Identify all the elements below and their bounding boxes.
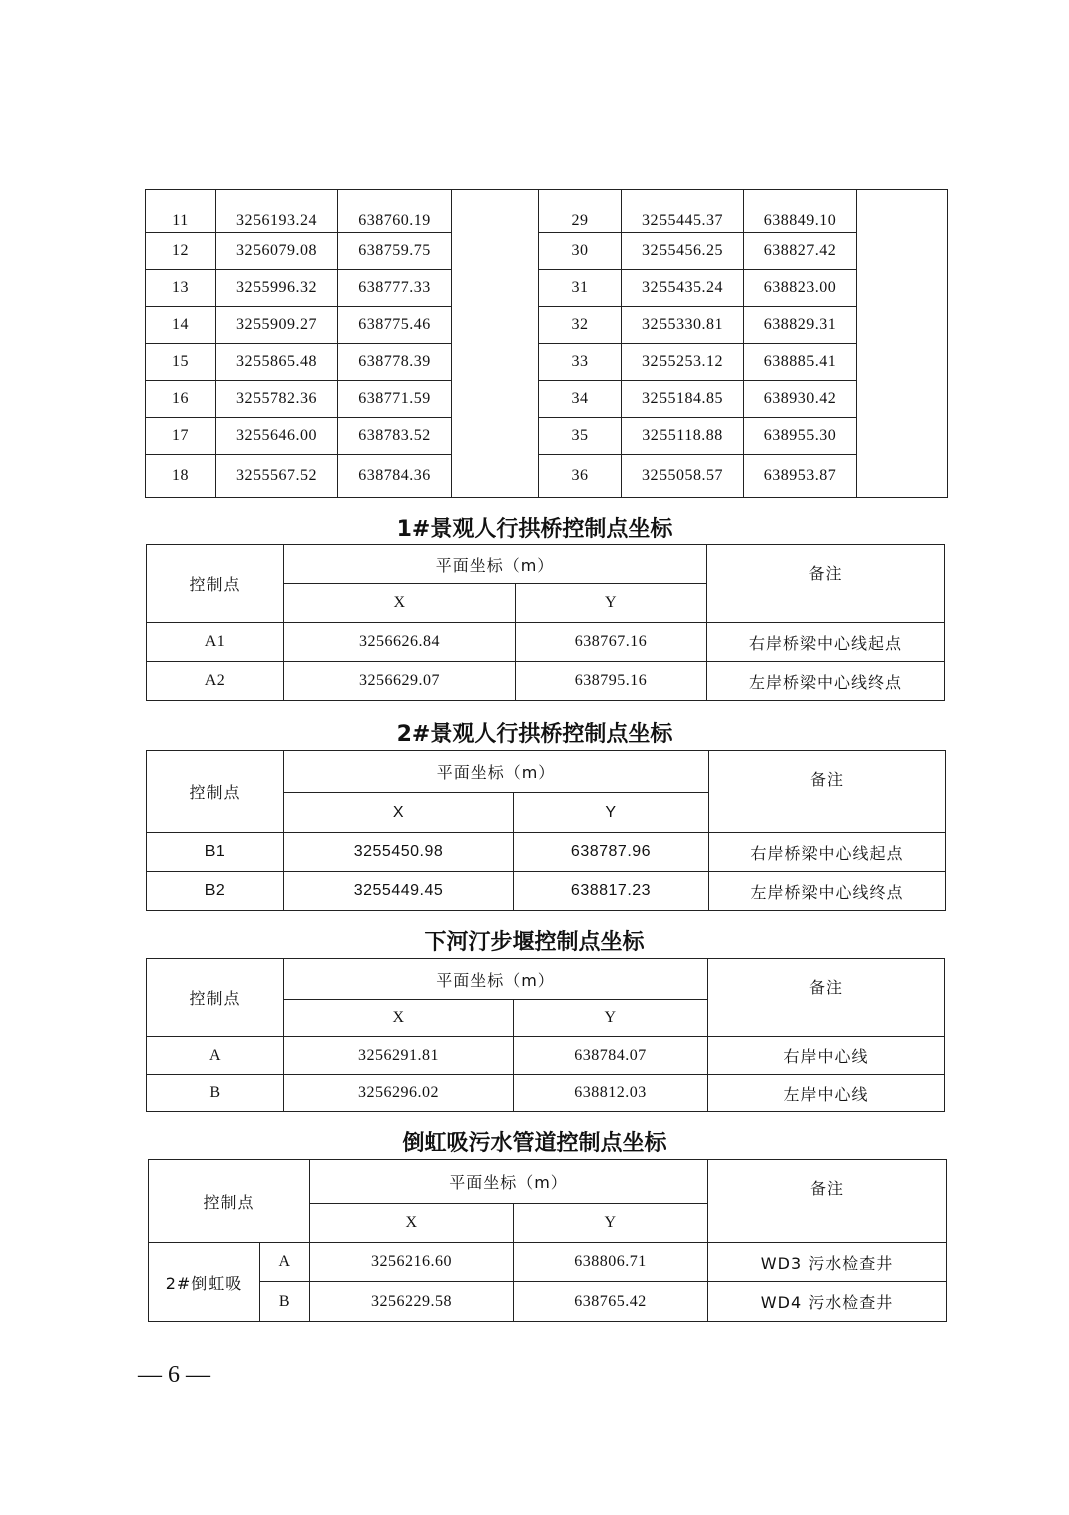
y-cell: 638885.41 <box>744 344 857 381</box>
y-cell: 638783.52 <box>338 418 452 455</box>
y-cell: 638930.42 <box>744 381 857 418</box>
point-cell: 31 <box>539 270 622 307</box>
point-cell: B <box>260 1282 310 1322</box>
x-cell: 3255865.48 <box>216 344 338 381</box>
y-cell: 638849.10 <box>744 190 857 233</box>
empty-cell <box>857 190 948 498</box>
table-row <box>147 662 945 701</box>
x-cell: 3255449.45 <box>284 872 514 911</box>
point-cell: 18 <box>146 455 216 498</box>
x-cell: 3255445.37 <box>622 190 744 233</box>
point-cell: 14 <box>146 307 216 344</box>
bridge2-table <box>146 750 946 911</box>
y-cell: 638759.75 <box>338 233 452 270</box>
table-row <box>149 1243 947 1282</box>
y-cell: 638767.16 <box>516 623 707 662</box>
x-cell: 3256216.60 <box>310 1243 514 1282</box>
y-cell: 638795.16 <box>516 662 707 701</box>
section-title-weir: 下河汀步堰控制点坐标 <box>424 930 645 955</box>
x-cell: 3255435.24 <box>622 270 744 307</box>
y-cell: 638784.36 <box>338 455 452 498</box>
plane-coords-header: 平面坐标（m） <box>284 959 708 1000</box>
plane-coords-header: 平面坐标（m） <box>284 751 709 793</box>
point-cell: 36 <box>539 455 622 498</box>
note-cell: 左岸桥梁中心线终点 <box>707 662 945 701</box>
table-row <box>147 623 945 662</box>
y-cell: 638817.23 <box>514 872 709 911</box>
note-cell: WD4 污水检查井 <box>708 1282 947 1322</box>
point-cell: 32 <box>539 307 622 344</box>
note-cell: 右岸桥梁中心线起点 <box>707 623 945 662</box>
x-cell: 3256296.02 <box>284 1075 514 1112</box>
x-cell: 3255646.00 <box>216 418 338 455</box>
table-row <box>146 270 948 307</box>
coordinate-table-continued <box>145 189 948 498</box>
note-cell: WD3 污水检查井 <box>708 1243 947 1282</box>
siphon-table <box>148 1159 947 1322</box>
point-cell: 30 <box>539 233 622 270</box>
point-cell: 13 <box>146 270 216 307</box>
y-cell: 638812.03 <box>514 1075 708 1112</box>
remark-header: 备注 <box>708 1160 947 1243</box>
table-row <box>146 418 948 455</box>
point-cell: A2 <box>147 662 284 701</box>
x-header: X <box>284 793 514 833</box>
control-point-header: 控制点 <box>147 545 284 623</box>
point-cell: 12 <box>146 233 216 270</box>
table-row <box>146 455 948 498</box>
y-header: Y <box>514 793 709 833</box>
x-cell: 3256291.81 <box>284 1037 514 1075</box>
y-header: Y <box>516 584 707 623</box>
x-header: X <box>284 1000 514 1037</box>
x-cell: 3255782.36 <box>216 381 338 418</box>
point-cell: 33 <box>539 344 622 381</box>
control-point-header: 控制点 <box>147 959 284 1037</box>
y-cell: 638771.59 <box>338 381 452 418</box>
bridge1-table <box>146 544 945 701</box>
y-cell: 638765.42 <box>514 1282 708 1322</box>
remark-header: 备注 <box>709 751 946 833</box>
y-cell: 638806.71 <box>514 1243 708 1282</box>
note-cell: 右岸中心线 <box>708 1037 945 1075</box>
point-cell: B1 <box>147 833 284 872</box>
x-header: X <box>284 584 516 623</box>
point-cell: A <box>260 1243 310 1282</box>
y-header: Y <box>514 1204 708 1243</box>
control-point-header: 控制点 <box>149 1160 310 1243</box>
x-cell: 3255450.98 <box>284 833 514 872</box>
table-row <box>149 1282 947 1322</box>
siphon-group-cell: 2#倒虹吸 <box>149 1243 260 1322</box>
table-row <box>146 190 948 233</box>
x-cell: 3255253.12 <box>622 344 744 381</box>
table-row <box>147 833 946 872</box>
y-cell: 638829.31 <box>744 307 857 344</box>
point-cell: 16 <box>146 381 216 418</box>
remark-header: 备注 <box>707 545 945 623</box>
x-cell: 3255184.85 <box>622 381 744 418</box>
table-row <box>147 872 946 911</box>
note-cell: 左岸桥梁中心线终点 <box>709 872 946 911</box>
weir-table <box>146 958 945 1112</box>
plane-coords-header: 平面坐标（m） <box>284 545 707 584</box>
y-cell: 638778.39 <box>338 344 452 381</box>
point-cell: A1 <box>147 623 284 662</box>
x-cell: 3255567.52 <box>216 455 338 498</box>
point-cell: 29 <box>539 190 622 233</box>
section-title-bridge2: 2#景观人行拱桥控制点坐标 <box>396 722 673 747</box>
x-cell: 3256229.58 <box>310 1282 514 1322</box>
table-row <box>146 307 948 344</box>
table-row <box>146 381 948 418</box>
table-row <box>146 344 948 381</box>
y-cell: 638823.00 <box>744 270 857 307</box>
x-cell: 3256193.24 <box>216 190 338 233</box>
section-title-siphon: 倒虹吸污水管道控制点坐标 <box>402 1131 667 1156</box>
y-cell: 638777.33 <box>338 270 452 307</box>
y-header: Y <box>514 1000 708 1037</box>
point-cell: 11 <box>146 190 216 233</box>
point-cell: 17 <box>146 418 216 455</box>
x-cell: 3255058.57 <box>622 455 744 498</box>
y-cell: 638784.07 <box>514 1037 708 1075</box>
table-row <box>147 1075 945 1112</box>
point-cell: 35 <box>539 418 622 455</box>
x-cell: 3256079.08 <box>216 233 338 270</box>
point-cell: B <box>147 1075 284 1112</box>
section-title-bridge1: 1#景观人行拱桥控制点坐标 <box>396 517 673 542</box>
x-cell: 3255330.81 <box>622 307 744 344</box>
y-cell: 638955.30 <box>744 418 857 455</box>
y-cell: 638787.96 <box>514 833 709 872</box>
remark-header: 备注 <box>708 959 945 1037</box>
page-number: — 6 — <box>138 1362 210 1388</box>
x-cell: 3255909.27 <box>216 307 338 344</box>
point-cell: B2 <box>147 872 284 911</box>
point-cell: A <box>147 1037 284 1075</box>
x-cell: 3256626.84 <box>284 623 516 662</box>
note-cell: 左岸中心线 <box>708 1075 945 1112</box>
x-cell: 3255456.25 <box>622 233 744 270</box>
note-cell: 右岸桥梁中心线起点 <box>709 833 946 872</box>
empty-cell <box>452 190 539 498</box>
x-cell: 3256629.07 <box>284 662 516 701</box>
point-cell: 15 <box>146 344 216 381</box>
x-cell: 3255996.32 <box>216 270 338 307</box>
plane-coords-header: 平面坐标（m） <box>310 1160 708 1204</box>
y-cell: 638775.46 <box>338 307 452 344</box>
y-cell: 638760.19 <box>338 190 452 233</box>
x-header: X <box>310 1204 514 1243</box>
point-cell: 34 <box>539 381 622 418</box>
x-cell: 3255118.88 <box>622 418 744 455</box>
table-row <box>146 233 948 270</box>
y-cell: 638953.87 <box>744 455 857 498</box>
table-row <box>147 1037 945 1075</box>
control-point-header: 控制点 <box>147 751 284 833</box>
y-cell: 638827.42 <box>744 233 857 270</box>
